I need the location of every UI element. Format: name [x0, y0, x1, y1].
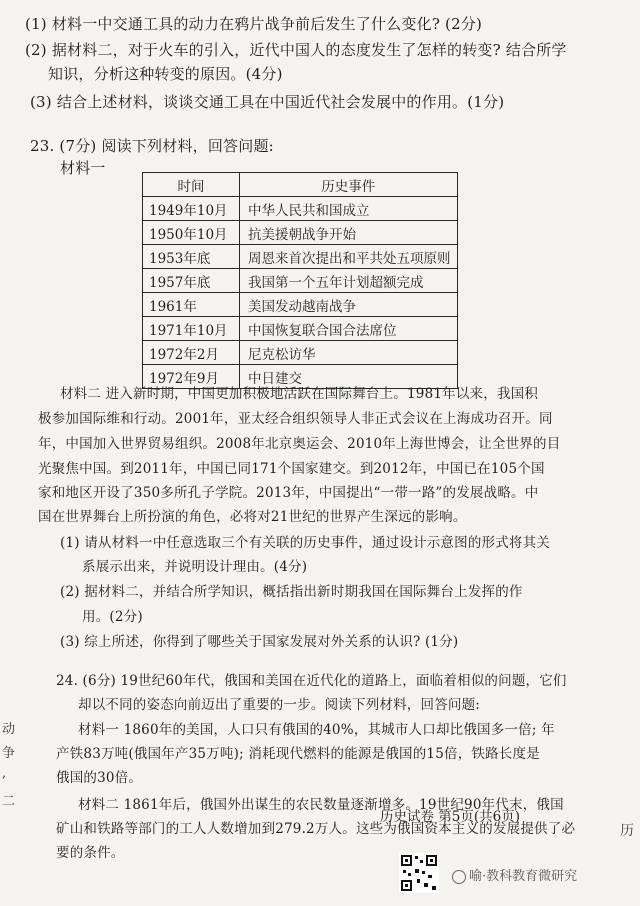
row-time: 1949年10月: [143, 197, 240, 221]
qr-code-icon: [399, 853, 439, 893]
margin-char: 动: [2, 722, 16, 737]
column-header-event: 历史事件: [240, 173, 458, 197]
q23-sub-2a: (2) 据材料二，并结合所学知识，概括指出新时期我国在国际舞台上发挥的作: [60, 584, 523, 600]
row-event: 周恩来首次提出和平共处五项原则: [240, 245, 458, 269]
table-row: [143, 245, 458, 269]
watermark-text: 喻·教科教育微研究: [469, 869, 578, 884]
row-time: 1972年9月: [143, 365, 240, 389]
row-event: 中日建交: [240, 365, 458, 389]
table-header-row: [143, 173, 458, 197]
page-number-label: 历史试卷 第5页(共6页): [380, 809, 521, 825]
table-row: [143, 293, 458, 317]
q24-line-2: 却以不同的姿态向前迈出了重要的一步。阅读下列材料，回答问题:: [78, 697, 481, 713]
history-events-table: [142, 172, 458, 389]
row-event: 美国发动越南战争: [240, 293, 458, 317]
q23-material2-line-4: 光聚焦中国。到2011年，中国已同171个国家建交。到2012年，中国已在105个国: [38, 461, 545, 477]
table-row: [143, 269, 458, 293]
column-header-time: 时间: [143, 173, 240, 197]
row-time: 1950年10月: [143, 221, 240, 245]
q22-sub-2b: 知识，分析这种转变的原因。(4分): [48, 65, 283, 83]
q24-line-5: 俄国的30倍。: [56, 770, 143, 786]
q24-line-6: 材料二 1861年后，俄国外出谋生的农民数量逐渐增多。19世纪90年代末，俄国: [78, 797, 564, 813]
row-event: 中华人民共和国成立: [240, 197, 458, 221]
row-event: 尼克松访华: [240, 341, 458, 365]
table-row: [143, 317, 458, 341]
q23-material2-line-2: 极参加国际维和行动。2001年，亚太经合组织领导人非正式会议在上海成功召开。同: [38, 411, 553, 427]
margin-char: ,: [2, 766, 7, 781]
margin-char: 争: [2, 746, 16, 761]
q24-line-4: 产铁83万吨(俄国年产35万吨); 消耗现代燃料的能源是俄国的15倍，铁路长度是: [56, 746, 540, 762]
table-row: [143, 197, 458, 221]
q23-material1-label: 材料一: [60, 159, 106, 177]
wechat-icon: [452, 870, 466, 884]
q23-sub-1a: (1) 请从材料一中任意选取三个有关联的历史事件，通过设计示意图的形式将其关: [60, 535, 551, 551]
q22-sub-2a: (2) 据材料二，对于火车的引入，近代中国人的态度发生了怎样的转变? 结合所学: [25, 41, 567, 59]
row-time: 1961年: [143, 293, 240, 317]
q23-sub-1b: 系展示出来，并说明设计理由。(4分): [82, 559, 308, 575]
q22-sub-3: (3) 结合上述材料，谈谈交通工具在中国近代社会发展中的作用。(1分): [30, 93, 505, 111]
q23-material2-line-5: 家和地区开设了350多所孔子学院。2013年，中国提出“一带一路”的发展战略。中: [38, 485, 539, 501]
margin-char: 二: [2, 794, 16, 809]
q24-line-8: 要的条件。: [56, 845, 125, 861]
q23-material2-line-6: 国在世界舞台上所扮演的角色，必将对21世纪的世界产生深远的影响。: [38, 509, 467, 525]
right-edge-char: 历: [620, 823, 634, 839]
table-row: [143, 341, 458, 365]
q23-header: 23. (7分) 阅读下列材料，回答问题:: [30, 137, 274, 155]
row-time: 1971年10月: [143, 317, 240, 341]
q23-material2-line-1: 材料二 进入新时期，中国更加积极地活跃在国际舞台上。1981年以来，我国积: [60, 386, 539, 402]
q23-sub-3: (3) 综上所述，你得到了哪些关于国家发展对外关系的认识? (1分): [60, 634, 459, 650]
row-time: 1953年底: [143, 245, 240, 269]
row-event: 抗美援朝战争开始: [240, 221, 458, 245]
watermark: [449, 865, 577, 884]
q24-line-1: 24. (6分) 19世纪60年代，俄国和美国在近代化的道路上，面临着相似的问题，它们: [56, 673, 567, 689]
row-event: 我国第一个五年计划超额完成: [240, 269, 458, 293]
row-event: 中国恢复联合国合法席位: [240, 317, 458, 341]
q24-line-3: 材料一 1860年的美国，人口只有俄国的40%，其城市人口却比俄国多一倍; 年: [78, 722, 555, 738]
q22-sub-1: (1) 材料一中交通工具的动力在鸦片战争前后发生了什么变化? (2分): [25, 15, 483, 33]
q24-line-7: 矿山和铁路等部门的工人人数增加到279.2万人。这些为俄国资本主义的发展提供了必: [56, 821, 576, 837]
row-time: 1957年底: [143, 269, 240, 293]
q23-sub-2b: 用。(2分): [82, 609, 143, 625]
table-row: [143, 221, 458, 245]
q23-material2-line-3: 年，中国加入世界贸易组织。2008年北京奥运会、2010年上海世博会，让全世界的目: [38, 436, 561, 452]
row-time: 1972年2月: [143, 341, 240, 365]
